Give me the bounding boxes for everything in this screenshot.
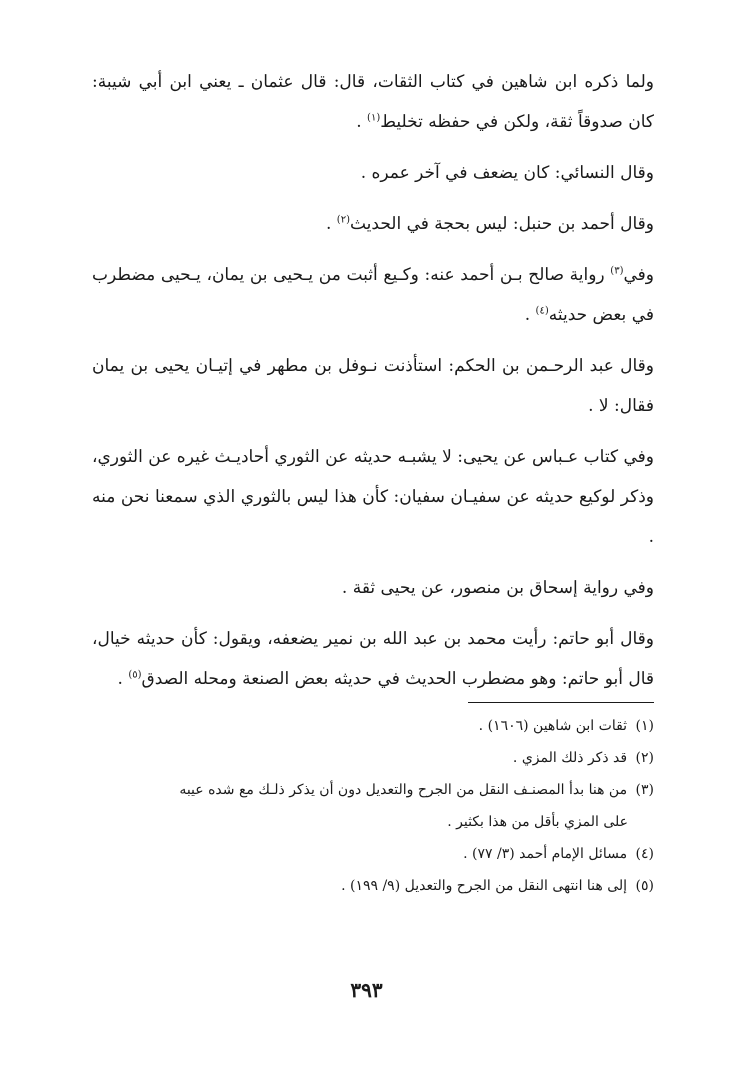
footnote-number: (٣) xyxy=(635,782,654,798)
footnote-text: من هنا بدأ المصنـف النقل من الجرح والتعديل دون أن يذكر ذلـك مع شده عيبه xyxy=(179,782,628,798)
footnote-ref-1[interactable]: (١) xyxy=(367,112,381,124)
footnote-ref-5[interactable]: (٥) xyxy=(128,669,142,681)
footnote-text: ثقات ابن شاهين (١٦٠٦) . xyxy=(478,718,628,734)
footnote-text-continued: على المزي بأقل من هذا بكثير . xyxy=(447,814,628,830)
paragraph-5: وقال عبد الرحـمن بن الحكم: استأذنت نـوفل بن مطهر في إتيـان يحيى بن يمان فقال: لا . xyxy=(92,356,654,416)
footnote-number: (٥) xyxy=(635,878,654,894)
footnote-text: إلى هنا انتهى النقل من الجرح والتعديل (٩/ ١٩٩) . xyxy=(341,878,628,894)
main-text xyxy=(92,62,654,710)
footnote-2 xyxy=(92,742,654,774)
paragraph-3: وقال أحمد بن حنبل: ليس بحجة في الحديث$^{(٢)}$ . xyxy=(325,214,654,234)
footnote-number: (٤) xyxy=(635,846,654,862)
paragraph-7: وفي رواية إسحاق بن منصور، عن يحيى ثقة . xyxy=(341,578,654,598)
footnote-text: مسائل الإمام أحمد (٣/ ٧٧) . xyxy=(463,846,628,862)
paragraph-2: وقال النسائي: كان يضعف في آخر عمره . xyxy=(360,163,654,183)
footnote-separator xyxy=(468,702,654,703)
footnote-5 xyxy=(92,870,654,902)
footnote-ref-3[interactable]: (٣) xyxy=(610,265,624,277)
footnote-4 xyxy=(92,838,654,870)
footnote-ref-4[interactable]: (٤) xyxy=(535,305,549,317)
footnote-ref-2[interactable]: (٢) xyxy=(336,214,350,226)
footnotes xyxy=(92,710,654,902)
paragraph-6: وفي كتاب عـباس عن يحيى: لا يشبـه حديثه عن الثوري أحاديـث غيره عن الثوري، وذكر لوكيع حديثه عن سفيـان سفيان: كأن هذا ليس بالثوري الذي سمعنا نحن منه . xyxy=(92,447,654,547)
paragraph-8: وقال أبو حاتم: رأيت محمد بن عبد الله بن نمير يضعفه، ويقول: كأن حديثه خيال، قال أبو حاتم: وهو مضطرب الحديث في حديثه بعض الصنعة ومحله الصدق$^{(٥)}$ . xyxy=(92,629,654,689)
paragraph-1: ولما ذكره ابن شاهين في كتاب الثقات، قال: قال عثمان ـ يعني ابن أبي شيبة: كان صدوقاً ثقة، ولكن في حفظه تخليط$^{(١)}$ . xyxy=(92,72,654,132)
paragraph-4: وفي$^{(٣)}$ رواية صالح بـن أحمد عنه: وكـيع أثبت من يـحيى بن يمان، يـحيى مضطرب في بعض حديثه$^{(٤)}$ . xyxy=(92,265,654,325)
footnote-number: (٢) xyxy=(635,750,654,766)
footnote-3 xyxy=(92,774,654,838)
footnote-number: (١) xyxy=(635,718,654,734)
page-number: ٣٩٣ xyxy=(350,978,383,1002)
footnote-1 xyxy=(92,710,654,742)
footnote-text: قد ذكر ذلك المزي . xyxy=(512,750,628,766)
